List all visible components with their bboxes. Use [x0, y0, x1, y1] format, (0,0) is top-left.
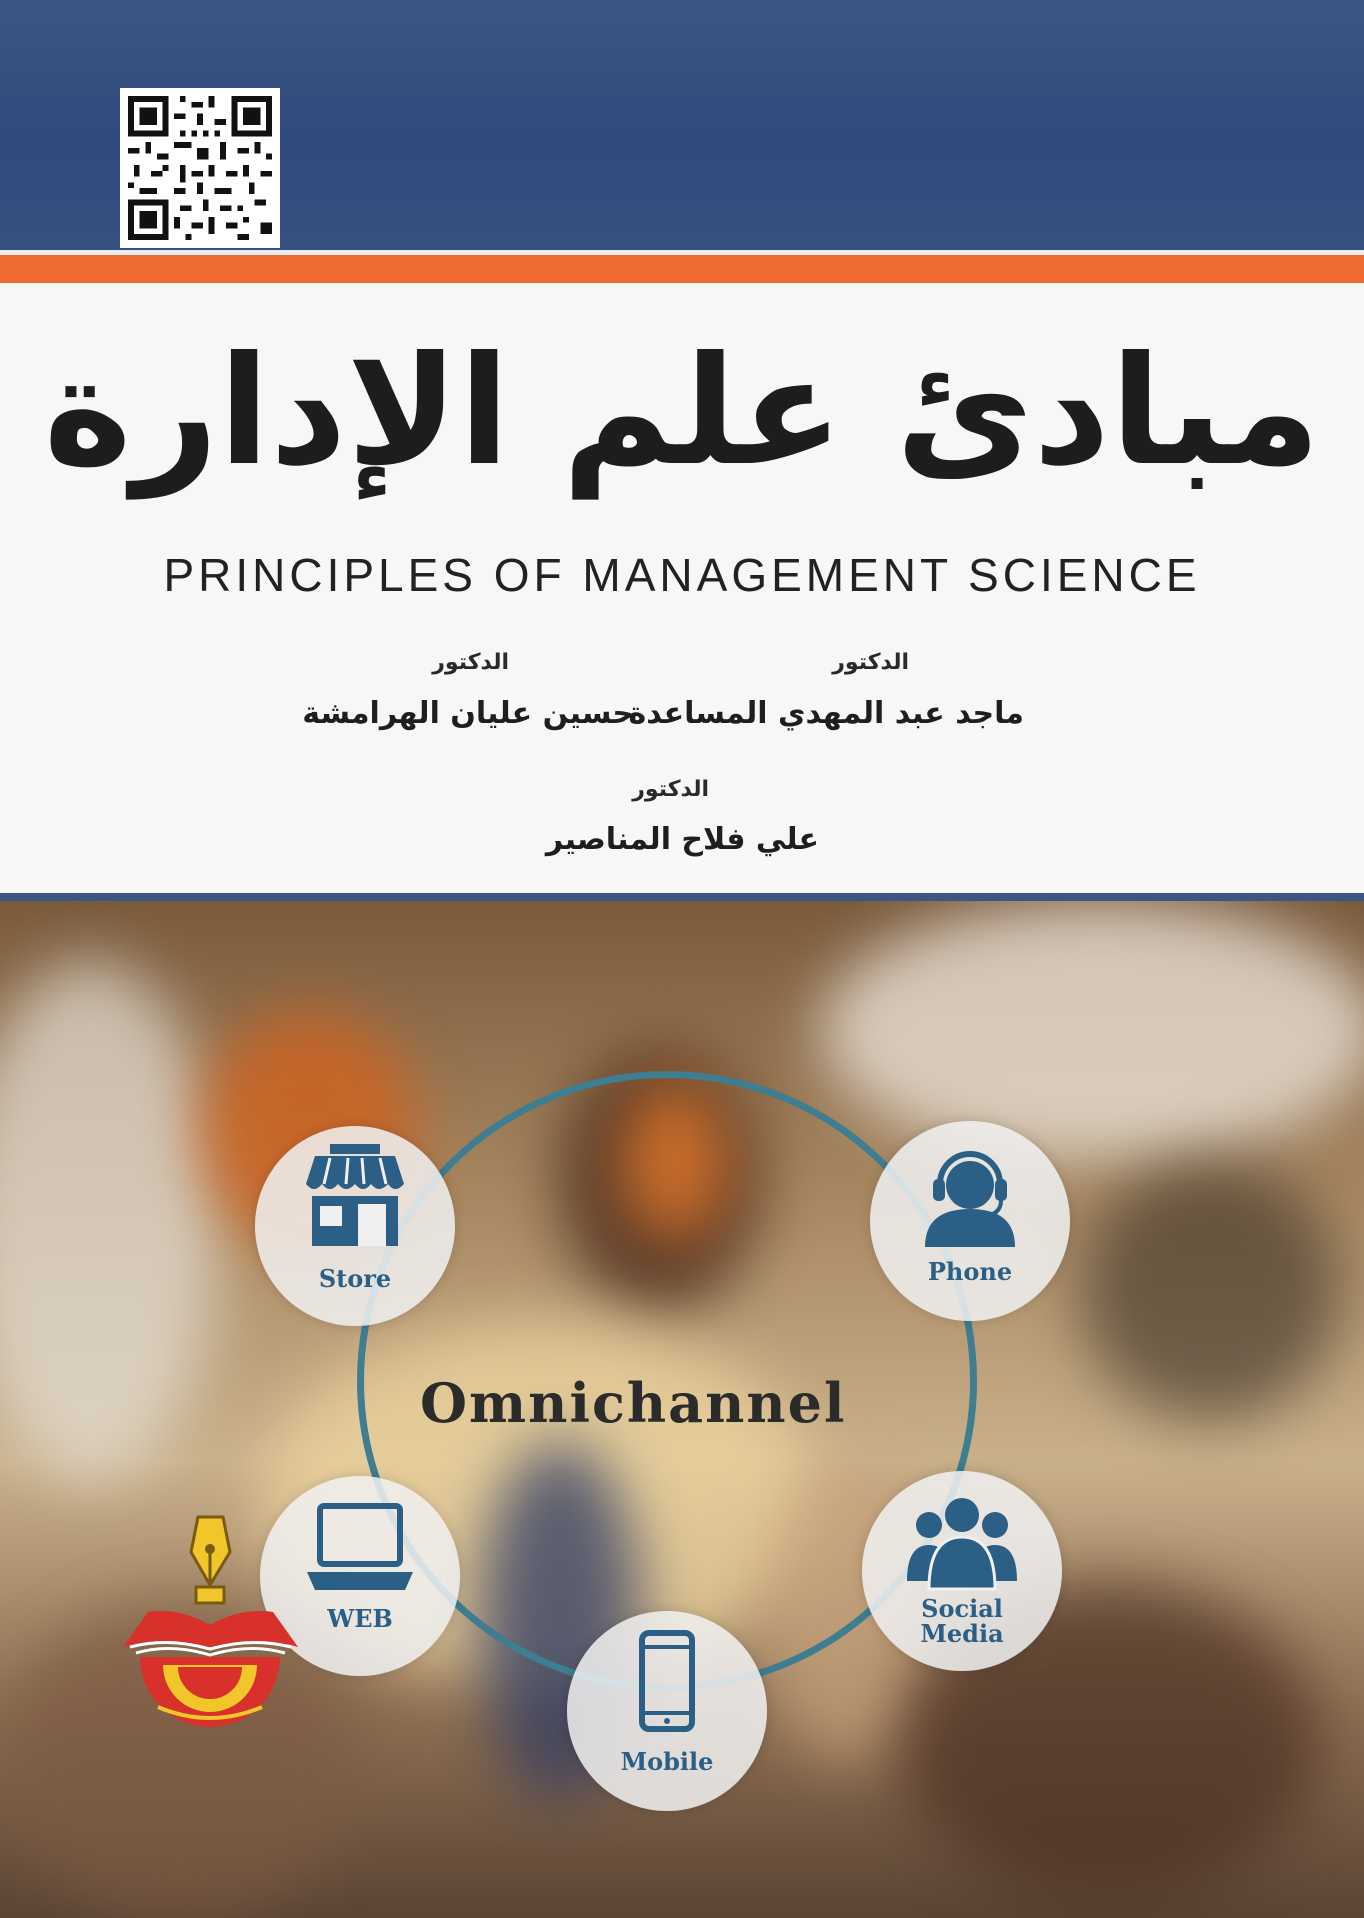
social-label-line1: Social: [921, 1594, 1003, 1623]
web-label: WEB: [327, 1604, 393, 1633]
mobile-node: [567, 1611, 767, 1811]
social-media-node: [862, 1471, 1062, 1671]
qr-code: [120, 88, 280, 248]
phone-node: [870, 1121, 1070, 1321]
author-3-title: الدكتور: [632, 777, 709, 802]
publisher-logo: [118, 1507, 303, 1737]
laptop-icon: [305, 1494, 415, 1604]
people-group-icon: [907, 1489, 1017, 1599]
store-label: Store: [318, 1264, 392, 1293]
omnichannel-label: Omnichannel: [420, 1371, 847, 1435]
store-node: [255, 1126, 455, 1326]
social-label: [862, 1594, 1062, 1649]
headset-person-icon: [915, 1139, 1025, 1249]
author-3-name: علي فلاح المناصير: [545, 822, 819, 857]
title-english: PRINCIPLES OF MANAGEMENT SCIENCE: [163, 549, 1201, 601]
social-label-line2: Media: [920, 1619, 1004, 1649]
mobile-label: Mobile: [620, 1747, 714, 1776]
orange-stripe: [0, 255, 1364, 283]
omnichannel-diagram: [0, 901, 1364, 1918]
author-2-title: الدكتور: [432, 650, 509, 675]
smartphone-icon: [612, 1629, 722, 1739]
author-1-name: ماجد عبد المهدي المساعدة: [628, 696, 1024, 731]
store-icon: [300, 1144, 410, 1254]
photo-divider: [0, 893, 1364, 901]
phone-label: Phone: [927, 1257, 1013, 1286]
author-2-name: حسين عليان الهرامشة: [302, 696, 634, 731]
title-arabic: مبادئ علم الإدارة: [43, 325, 1321, 499]
author-1-title: الدكتور: [832, 650, 909, 675]
